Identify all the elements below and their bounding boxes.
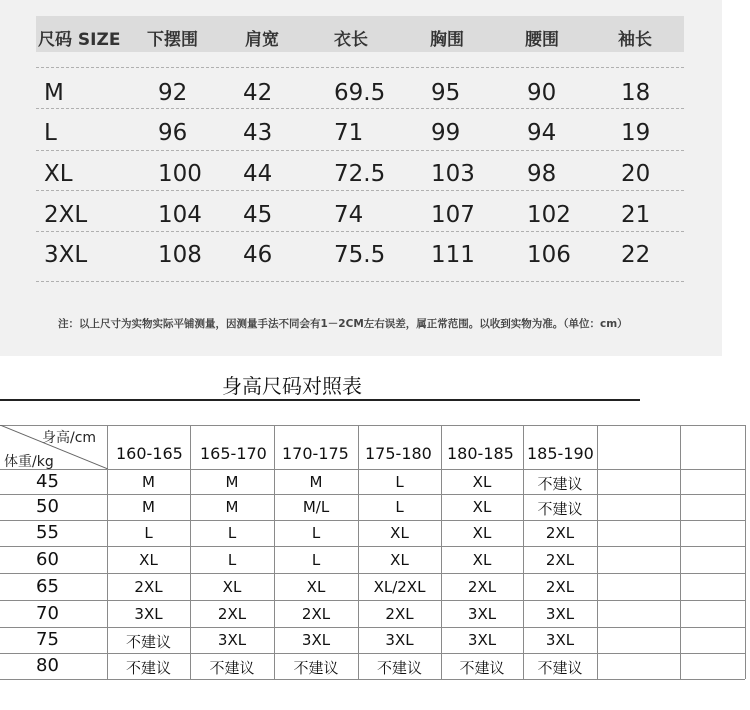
grid-line: [0, 520, 745, 521]
recommended-size: XL: [390, 524, 409, 542]
recommended-size: L: [227, 524, 237, 542]
recommended-size: 不建议: [459, 659, 505, 677]
recommended-size: 不建议: [376, 659, 423, 677]
size-value: 72.5: [334, 161, 386, 187]
size-value: 103: [431, 161, 475, 187]
grid-line: [441, 425, 442, 679]
recommended-size: XL: [472, 498, 492, 516]
recommended-size: 3XL: [467, 631, 497, 649]
size-value: 42: [243, 80, 273, 106]
size-value: 46: [243, 242, 273, 268]
grid-line: [0, 494, 745, 495]
recommended-size: 不建议: [125, 659, 172, 677]
size-label: M: [44, 80, 64, 106]
recommended-size: 3XL: [217, 631, 247, 649]
grid-line: [358, 425, 359, 679]
grid-line: [0, 546, 745, 547]
header-hem: 下摆围: [147, 30, 198, 50]
recommended-size: XL: [222, 577, 242, 596]
recommended-size: XL: [472, 550, 492, 569]
header-shoulder: 肩宽: [245, 30, 279, 50]
recommended-size: 不建议: [209, 659, 255, 677]
corner-weight-label: 体重/kg: [4, 454, 54, 470]
grid-line: [597, 425, 598, 679]
size-value: 43: [243, 120, 273, 146]
recommended-size: 不建议: [125, 633, 172, 651]
grid-line: [190, 425, 191, 679]
recommended-size: 2XL: [545, 550, 575, 569]
recommended-size: M/L: [302, 498, 330, 516]
size-value: 94: [527, 120, 557, 146]
height-range-header: 175-180: [365, 444, 432, 463]
size-label: L: [44, 120, 57, 146]
size-value: 45: [243, 202, 273, 228]
size-value: 22: [621, 242, 651, 268]
grid-line: [0, 653, 745, 654]
size-chart-header: [36, 16, 684, 52]
size-value: 21: [621, 202, 651, 228]
recommended-size: L: [311, 550, 321, 569]
size-value: 107: [431, 202, 475, 228]
weight-label: 45: [36, 470, 59, 492]
size-value: 95: [431, 80, 461, 106]
recommended-size: M: [225, 472, 239, 491]
recommended-size: 3XL: [301, 631, 331, 649]
weight-label: 75: [36, 629, 59, 650]
size-label: 3XL: [44, 242, 88, 268]
recommended-size: 2XL: [217, 604, 247, 623]
recommended-size: XL/2XL: [373, 577, 426, 596]
grid-line: [0, 469, 745, 470]
recommended-size: 不建议: [293, 659, 339, 677]
weight-label: 55: [36, 522, 59, 543]
recommended-size: 2XL: [545, 577, 575, 596]
divider: [36, 190, 684, 191]
recommended-size: 不建议: [537, 474, 583, 493]
grid-line: [745, 425, 746, 679]
recommended-size: 2XL: [134, 577, 163, 596]
corner-height-label: 身高/cm: [42, 430, 97, 446]
recommended-size: XL: [139, 550, 158, 569]
grid-line: [523, 425, 524, 679]
weight-label: 65: [36, 575, 59, 597]
weight-label: 60: [36, 548, 59, 570]
recommended-size: M: [309, 472, 323, 491]
header-length: 衣长: [334, 30, 368, 50]
recommended-size: 3XL: [467, 604, 497, 623]
size-value: 90: [527, 80, 557, 106]
recommended-size: 2XL: [545, 524, 575, 542]
size-value: 98: [527, 161, 557, 187]
height-range-header: 170-175: [282, 444, 349, 463]
header-sleeve: 袖长: [618, 30, 652, 50]
recommended-size: L: [144, 524, 153, 542]
recommended-size: L: [395, 498, 404, 516]
recommended-size: L: [395, 472, 404, 491]
divider: [36, 281, 684, 282]
height-range-header: 160-165: [116, 444, 183, 463]
recommended-size: 3XL: [545, 604, 575, 623]
size-value: 104: [158, 202, 202, 228]
grid-line: [0, 600, 745, 601]
size-value: 96: [158, 120, 188, 146]
divider: [36, 67, 684, 68]
grid-line: [274, 425, 275, 679]
divider: [36, 150, 684, 151]
recommended-size: XL: [472, 472, 492, 491]
grid-line: [0, 679, 745, 680]
size-value: 102: [527, 202, 571, 228]
size-value: 44: [243, 161, 273, 187]
size-value: 108: [158, 242, 202, 268]
measurement-note: 注：以上尺寸为实物实际平铺测量，因测量手法不同会有1－2CM左右误差，属正常范围。以收到实物为准。（单位：cm）: [58, 318, 628, 330]
size-value: 69.5: [334, 80, 386, 106]
size-value: 18: [621, 80, 651, 106]
weight-label: 70: [36, 602, 59, 624]
size-value: 19: [621, 120, 651, 146]
grid-line: [0, 425, 745, 426]
recommended-size: 2XL: [301, 604, 331, 623]
size-value: 71: [334, 120, 364, 146]
recommended-size: M: [142, 472, 155, 491]
recommended-size: XL: [390, 550, 409, 569]
recommended-size: XL: [306, 577, 326, 596]
recommended-size: L: [227, 550, 237, 569]
size-value: 74: [334, 202, 364, 228]
divider: [36, 231, 684, 232]
size-label: 2XL: [44, 202, 88, 228]
header-chest: 胸围: [430, 30, 464, 50]
header-size: 尺码 SIZE: [38, 30, 121, 50]
recommended-size: 2XL: [467, 577, 497, 596]
weight-label: 50: [36, 496, 59, 517]
size-value: 92: [158, 80, 188, 106]
height-range-header: 180-185: [447, 444, 514, 463]
height-chart-title: 身高尺码对照表: [222, 374, 362, 398]
recommended-size: 3XL: [385, 631, 414, 649]
recommended-size: XL: [472, 524, 492, 542]
height-range-header: 165-170: [200, 444, 267, 463]
recommended-size: L: [311, 524, 321, 542]
recommended-size: M: [142, 498, 155, 516]
size-chart-panel: [0, 0, 722, 356]
size-value: 20: [621, 161, 651, 187]
recommended-size: 2XL: [385, 604, 414, 623]
weight-label: 80: [36, 655, 59, 676]
recommended-size: 3XL: [545, 631, 575, 649]
size-value: 106: [527, 242, 571, 268]
size-label: XL: [44, 161, 73, 187]
grid-line: [0, 573, 745, 574]
size-value: 111: [431, 242, 475, 268]
size-value: 99: [431, 120, 461, 146]
height-range-header: 185-190: [527, 444, 594, 463]
title-underline: [0, 399, 640, 401]
recommended-size: 不建议: [537, 500, 583, 518]
recommended-size: 3XL: [134, 604, 163, 623]
size-value: 100: [158, 161, 202, 187]
grid-line: [0, 627, 745, 628]
recommended-size: 不建议: [537, 659, 583, 677]
header-waist: 腰围: [525, 30, 559, 50]
divider: [36, 108, 684, 109]
size-value: 75.5: [334, 242, 386, 268]
recommended-size: M: [225, 498, 239, 516]
grid-line: [680, 425, 681, 679]
